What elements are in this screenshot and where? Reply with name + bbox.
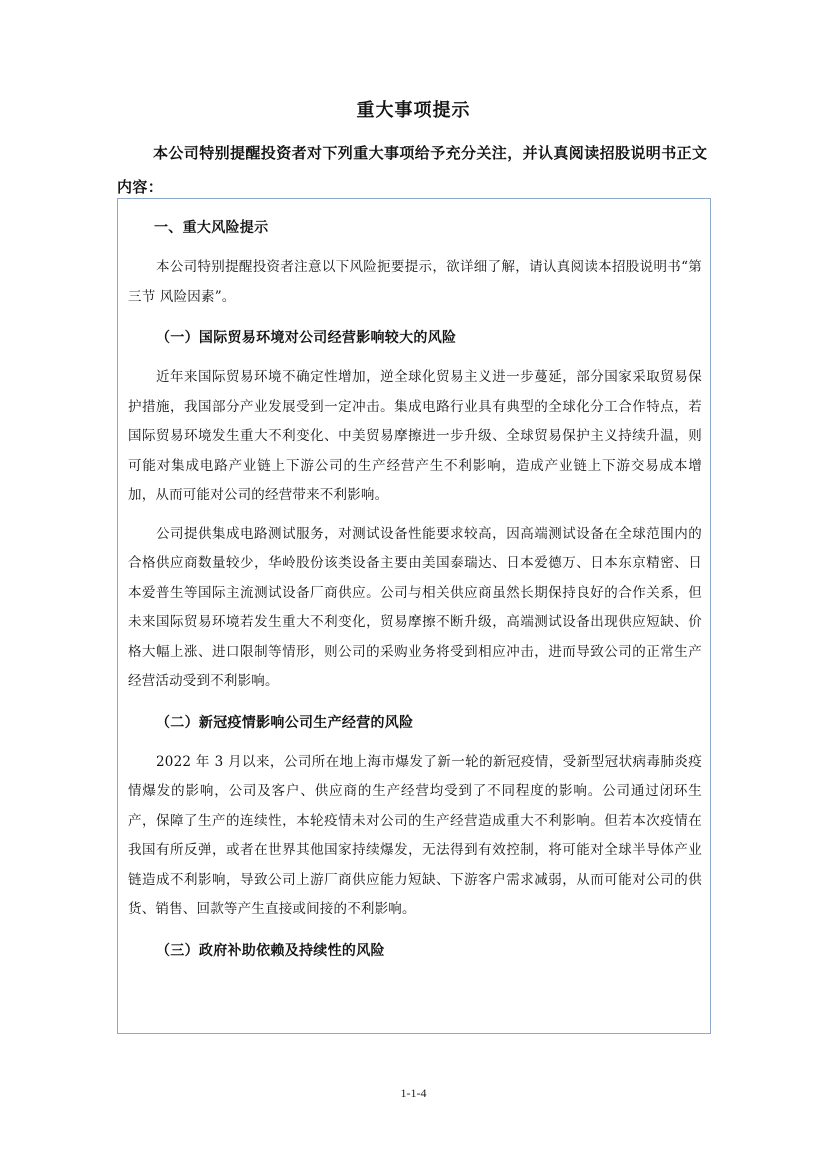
document-title: 重大事项提示 bbox=[356, 100, 471, 121]
section-heading-major-risks: 一、重大风险提示 bbox=[154, 220, 269, 236]
risk-summary-content bbox=[128, 211, 702, 976]
risk-heading-subsidy: （三）政府补助依赖及持续性的风险 bbox=[156, 942, 385, 959]
intro-paragraph: 本公司特别提醒投资者对下列重大事项给予充分关注，并认真阅读招股说明书正文内容： bbox=[117, 144, 708, 196]
section-intro-paragraph: 本公司特别提醒投资者注意以下风险扼要提示，欲详细了解，请认真阅读本招股说明书“第三节 风险因素”。 bbox=[128, 259, 702, 305]
risk-heading-covid: （二）新冠疫情影响公司生产经营的风险 bbox=[156, 714, 414, 731]
risk-covid-paragraph: 2022 年 3 月以来，公司所在地上海市爆发了新一轮的新冠疫情，受新型冠状病毒肺炎疫情爆发的影响，公司及客户、供应商的生产经营均受到了不同程度的影响。公司通过闭环生产，保障了生产的连续性，本轮疫情未对公司的生产经营造成重大不利影响。但若本次疫情在我国有所反弹，或者在世界其他国家持续爆发，无法得到有效控制，将可能对全球半导体产业链造成不利影响，导致公司上游厂商供应能力短缺、下游客户需求减弱，从而可能对公司的供货、销售、回款等产生直接或间接的不利影响。 bbox=[128, 753, 702, 917]
risk-heading-trade: （一）国际贸易环境对公司经营影响较大的风险 bbox=[156, 330, 457, 346]
risk-trade-paragraph-2: 公司提供集成电路测试服务，对测试设备性能要求较高，因高端测试设备在全球范围内的合格供应商数量较少，华岭股份该类设备主要由美国泰瑞达、日本爱德万、日本东京精密、日本爱普生等国际主流测试设备厂商供应。公司与相关供应商虽然长期保持良好的合作关系，但未来国际贸易环境若发生重大不利变化，贸易摩擦不断升级，高端测试设备出现供应短缺、价格大幅上涨、进口限制等情形，则公司的采购业务将受到相应冲击，进而导致公司的正常生产经营活动受到不利影响。 bbox=[128, 525, 702, 689]
risk-trade-paragraph-1: 近年来国际贸易环境不确定性增加，逆全球化贸易主义进一步蔓延，部分国家采取贸易保护措施，我国部分产业发展受到一定冲击。集成电路行业具有典型的全球化分工合作特点，若国际贸易环境发生重大不利变化、中美贸易摩擦进一步升级、全球贸易保护主义持续升温，则可能对集成电路产业链上下游公司的生产经营产生不利影响，造成产业链上下游交易成本增加，从而可能对公司的经营带来不利影响。 bbox=[128, 369, 702, 503]
page-number: 1-1-4 bbox=[400, 1086, 427, 1100]
risk-summary-box bbox=[117, 198, 711, 1034]
